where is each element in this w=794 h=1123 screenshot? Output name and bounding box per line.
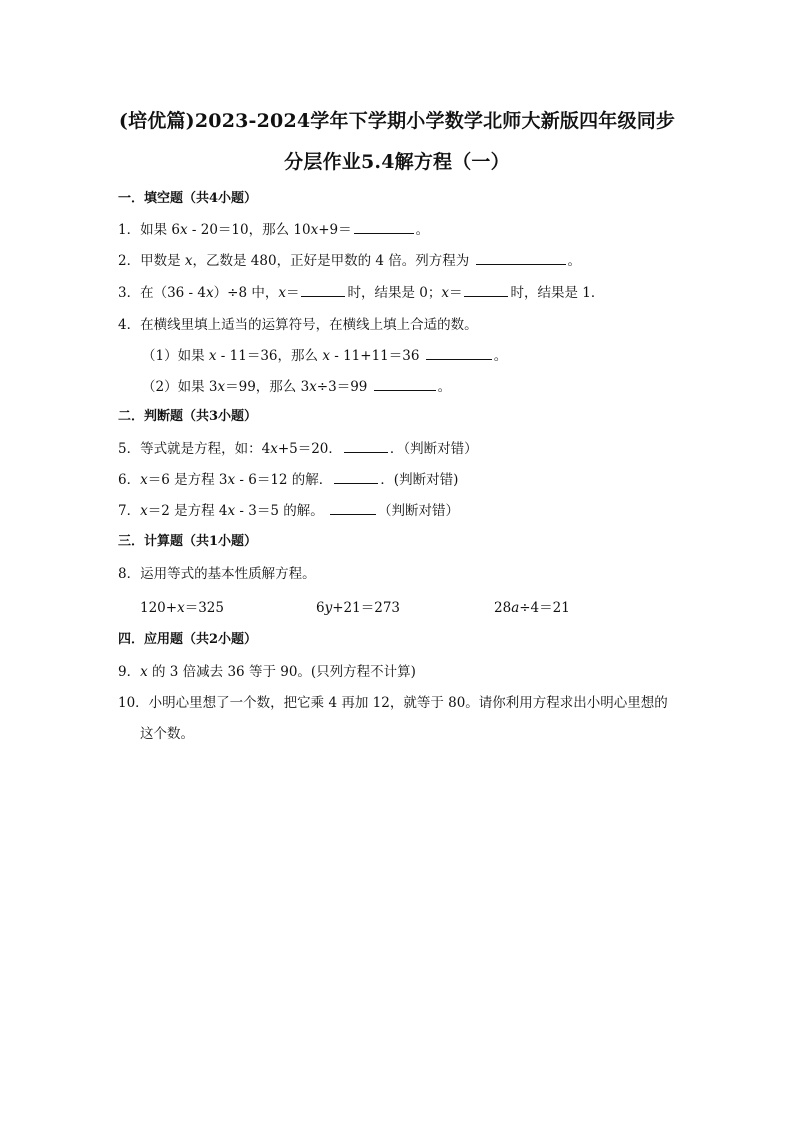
q4-2-text-f: 。 bbox=[437, 379, 452, 395]
q4-1-text-f: 。 bbox=[493, 348, 508, 364]
q4-1-answer-blank[interactable] bbox=[426, 347, 492, 360]
q3-text-a: 3．在（36 - 4 bbox=[118, 285, 207, 301]
q3-text-c: ）÷8 中， bbox=[213, 285, 279, 301]
eq1-var: x bbox=[177, 600, 185, 616]
q3-var-3: x bbox=[441, 285, 449, 301]
eq3-text-a: 28 bbox=[494, 600, 512, 616]
question-8: 8．运用等式的基本性质解方程。 bbox=[118, 566, 316, 582]
eq2-text-c: +21＝273 bbox=[332, 600, 400, 616]
question-10-line-1: 10．小明心里想了一个数，把它乘 4 再加 12，就等于 80。请你利用方程求出小明心里想的 bbox=[118, 695, 668, 711]
q3-var-1: x bbox=[206, 285, 214, 301]
q3-text-f: 时，结果是 0； bbox=[347, 285, 442, 301]
q5-answer-blank[interactable] bbox=[344, 440, 388, 453]
question-6 bbox=[118, 468, 458, 488]
q1-text-a: 1．如果 6 bbox=[118, 222, 180, 238]
q4-1-text-e: - 11+11＝36 bbox=[329, 348, 424, 364]
q7-text-c: ＝2 是方程 4 bbox=[147, 503, 228, 519]
q2-text-f: 。 bbox=[567, 253, 582, 269]
q6-answer-blank[interactable] bbox=[334, 471, 378, 484]
question-5 bbox=[118, 437, 478, 457]
q2-text-a: 2．甲数是 bbox=[118, 253, 185, 269]
q4-2-text-e: ÷3＝99 bbox=[316, 379, 372, 395]
q7-text-e: - 3＝5 的解。 bbox=[235, 503, 329, 519]
question-2 bbox=[118, 249, 581, 269]
section-word-problems: 四．应用题（共2小题） bbox=[118, 632, 258, 647]
q3-text-h: ＝ bbox=[448, 285, 463, 301]
section-fill-in-blank: 一．填空题（共4小题） bbox=[118, 191, 258, 206]
q7-text-a: 7． bbox=[118, 503, 141, 519]
q6-text-f: ．(判断对错) bbox=[380, 472, 459, 488]
eq1-text-c: ＝325 bbox=[184, 600, 224, 616]
q9-text-a: 9． bbox=[118, 664, 141, 680]
q1-text-c: - 20＝10，那么 10 bbox=[187, 222, 311, 238]
q6-text-a: 6． bbox=[118, 472, 141, 488]
q7-answer-blank[interactable] bbox=[330, 502, 376, 515]
eq2-text-a: 6 bbox=[316, 600, 325, 616]
section-calculation: 三．计算题（共1小题） bbox=[118, 534, 258, 549]
question-7 bbox=[118, 499, 459, 519]
q1-text-e: +9＝ bbox=[318, 222, 352, 238]
eq3-text-c: ÷4＝21 bbox=[519, 600, 570, 616]
q1-text-f: 。 bbox=[415, 222, 430, 238]
question-4-part-2 bbox=[142, 375, 451, 395]
q3-answer-blank-2[interactable] bbox=[464, 284, 508, 297]
question-3 bbox=[118, 281, 604, 301]
q5-text-d: ．（判断对错） bbox=[389, 441, 478, 457]
equation-2 bbox=[316, 596, 400, 616]
q9-var: x bbox=[140, 664, 148, 680]
document-title-line-2: 分层作业5.4解方程（一） bbox=[284, 151, 510, 173]
q6-var-2: x bbox=[227, 472, 236, 488]
q1-var-2: x bbox=[310, 222, 319, 238]
q2-var: x bbox=[184, 253, 193, 269]
q2-text-c: ，乙数是 480，正好是甲数的 4 倍。列方程为 bbox=[192, 253, 474, 269]
question-4: 4．在横线里填上适当的运算符号，在横线上填上合适的数。 bbox=[118, 317, 478, 333]
question-4-part-1 bbox=[142, 344, 507, 364]
question-10-line-2: 这个数。 bbox=[140, 726, 194, 742]
q7-var-2: x bbox=[227, 503, 236, 519]
q3-text-e: ＝ bbox=[285, 285, 300, 301]
q4-1-var-2: x bbox=[322, 348, 330, 364]
q6-text-e: - 6＝12 的解． bbox=[235, 472, 333, 488]
q4-1-var-1: x bbox=[208, 348, 217, 364]
equation-3 bbox=[494, 596, 570, 616]
q1-answer-blank[interactable] bbox=[354, 221, 414, 234]
q6-text-c: ＝6 是方程 3 bbox=[147, 472, 228, 488]
q4-2-var-2: x bbox=[309, 379, 317, 395]
q4-1-text-c: - 11＝36，那么 bbox=[216, 348, 323, 364]
question-9 bbox=[118, 660, 416, 680]
q7-var-1: x bbox=[140, 503, 148, 519]
eq1-text-a: 120+ bbox=[140, 600, 178, 616]
q5-text-c: +5＝20． bbox=[277, 441, 342, 457]
q4-2-text-a: （2）如果 3 bbox=[142, 379, 218, 395]
q6-var-1: x bbox=[140, 472, 148, 488]
equation-1 bbox=[140, 596, 224, 616]
q3-var-2: x bbox=[278, 285, 286, 301]
section-true-false: 二．判断题（共3小题） bbox=[118, 409, 258, 424]
eq2-var: y bbox=[324, 600, 333, 616]
eq3-var: a bbox=[511, 600, 520, 616]
q4-2-answer-blank[interactable] bbox=[374, 378, 436, 391]
question-1 bbox=[118, 218, 429, 238]
q5-text-a: 5．等式就是方程，如：4 bbox=[118, 441, 271, 457]
q7-text-f: （判断对错） bbox=[378, 503, 460, 519]
q4-1-text-a: （1）如果 bbox=[142, 348, 209, 364]
q4-2-text-c: ＝99，那么 3 bbox=[225, 379, 310, 395]
q5-var: x bbox=[270, 441, 278, 457]
q4-2-var-1: x bbox=[217, 379, 226, 395]
q1-var-1: x bbox=[179, 222, 188, 238]
q3-text-i: 时，结果是 1． bbox=[510, 285, 605, 301]
q3-answer-blank-1[interactable] bbox=[301, 284, 345, 297]
document-title-line-1: (培优篇)2023-2024学年下学期小学数学北师大新版四年级同步 bbox=[118, 110, 676, 132]
q2-answer-blank[interactable] bbox=[476, 252, 566, 265]
q9-text-c: 的 3 倍减去 36 等于 90。(只列方程不计算) bbox=[147, 664, 416, 680]
